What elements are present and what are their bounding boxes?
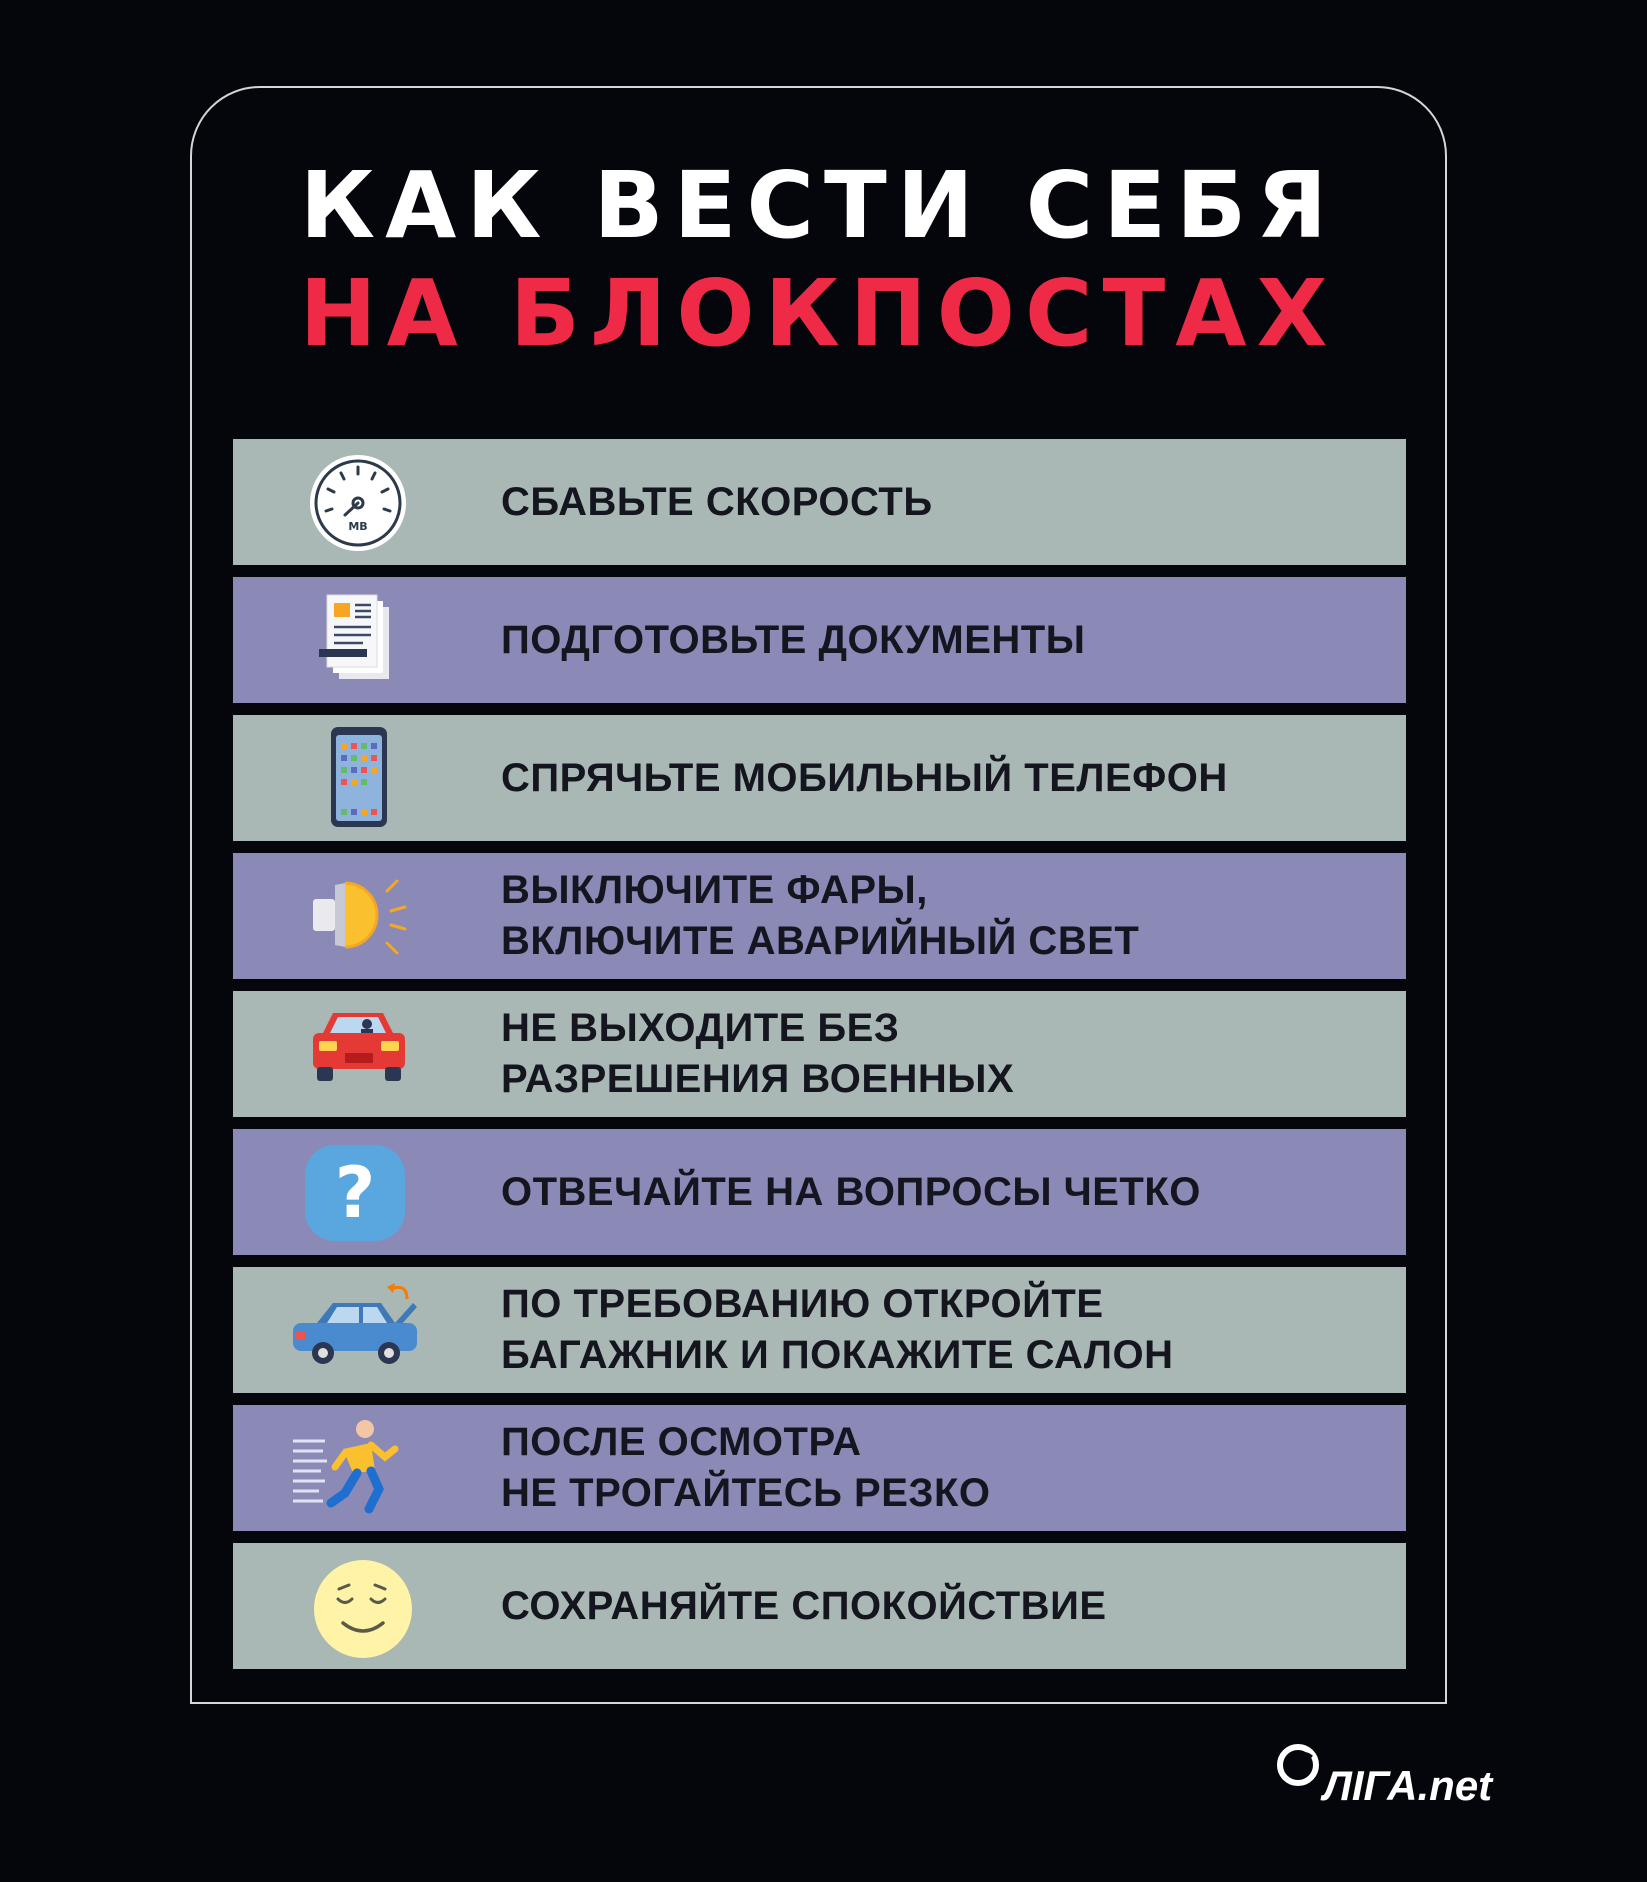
tip-text: ПОДГОТОВЬТЕ ДОКУМЕНТЫ [501, 617, 1086, 662]
tip-row-answers [233, 1129, 1406, 1255]
running-man-icon [283, 1413, 423, 1523]
tip-row-stay-inside [233, 991, 1406, 1117]
title-line-1: КАК ВЕСТИ СЕБЯ [299, 152, 1338, 259]
smartphone-icon [283, 723, 423, 833]
tips-list [233, 439, 1406, 1681]
calm-face-icon [283, 1551, 423, 1661]
tip-row-lights [233, 853, 1406, 979]
logo-text: ЛIГА.net [1323, 1762, 1493, 1809]
tip-row-phone [233, 715, 1406, 841]
tip-row-trunk [233, 1267, 1406, 1393]
question-icon [283, 1137, 423, 1247]
svg-text:МВ: МВ [348, 520, 368, 533]
tip-text: НЕ ВЫХОДИТЕ БЕЗ РАЗРЕШЕНИЯ ВОЕННЫХ [501, 1006, 1015, 1101]
tip-row-stay-calm [233, 1543, 1406, 1669]
tip-text: ВЫКЛЮЧИТЕ ФАРЫ, ВКЛЮЧИТЕ АВАРИЙНЫЙ СВЕТ [501, 868, 1140, 963]
tip-text: СБАВЬТЕ СКОРОСТЬ [501, 479, 933, 524]
speedometer-icon [283, 447, 423, 557]
svg-text:?: ? [334, 1152, 376, 1234]
red-car-driver-icon [283, 999, 423, 1109]
tip-text: СОХРАНЯЙТЕ СПОКОЙСТВИЕ [501, 1583, 1107, 1628]
tip-text: СПРЯЧЬТЕ МОБИЛЬНЫЙ ТЕЛЕФОН [501, 755, 1228, 800]
tip-row-documents [233, 577, 1406, 703]
blue-car-trunk-icon [283, 1275, 423, 1385]
documents-icon [283, 585, 423, 695]
headlight-icon [283, 861, 423, 971]
tip-row-no-sudden-moves [233, 1405, 1406, 1531]
liga-logo-mark-icon [1275, 1742, 1325, 1792]
tip-text: ОТВЕЧАЙТЕ НА ВОПРОСЫ ЧЕТКО [501, 1169, 1201, 1214]
liga-net-logo[interactable] [1275, 1742, 1525, 1812]
title-line-2: НА БЛОКПОСТАХ [299, 260, 1338, 367]
tip-text: ПОСЛЕ ОСМОТРА НЕ ТРОГАЙТЕСЬ РЕЗКО [501, 1420, 991, 1515]
tip-text: ПО ТРЕБОВАНИЮ ОТКРОЙТЕ БАГАЖНИК И ПОКАЖИТЕ САЛОН [501, 1282, 1174, 1377]
tip-row-speed [233, 439, 1406, 565]
